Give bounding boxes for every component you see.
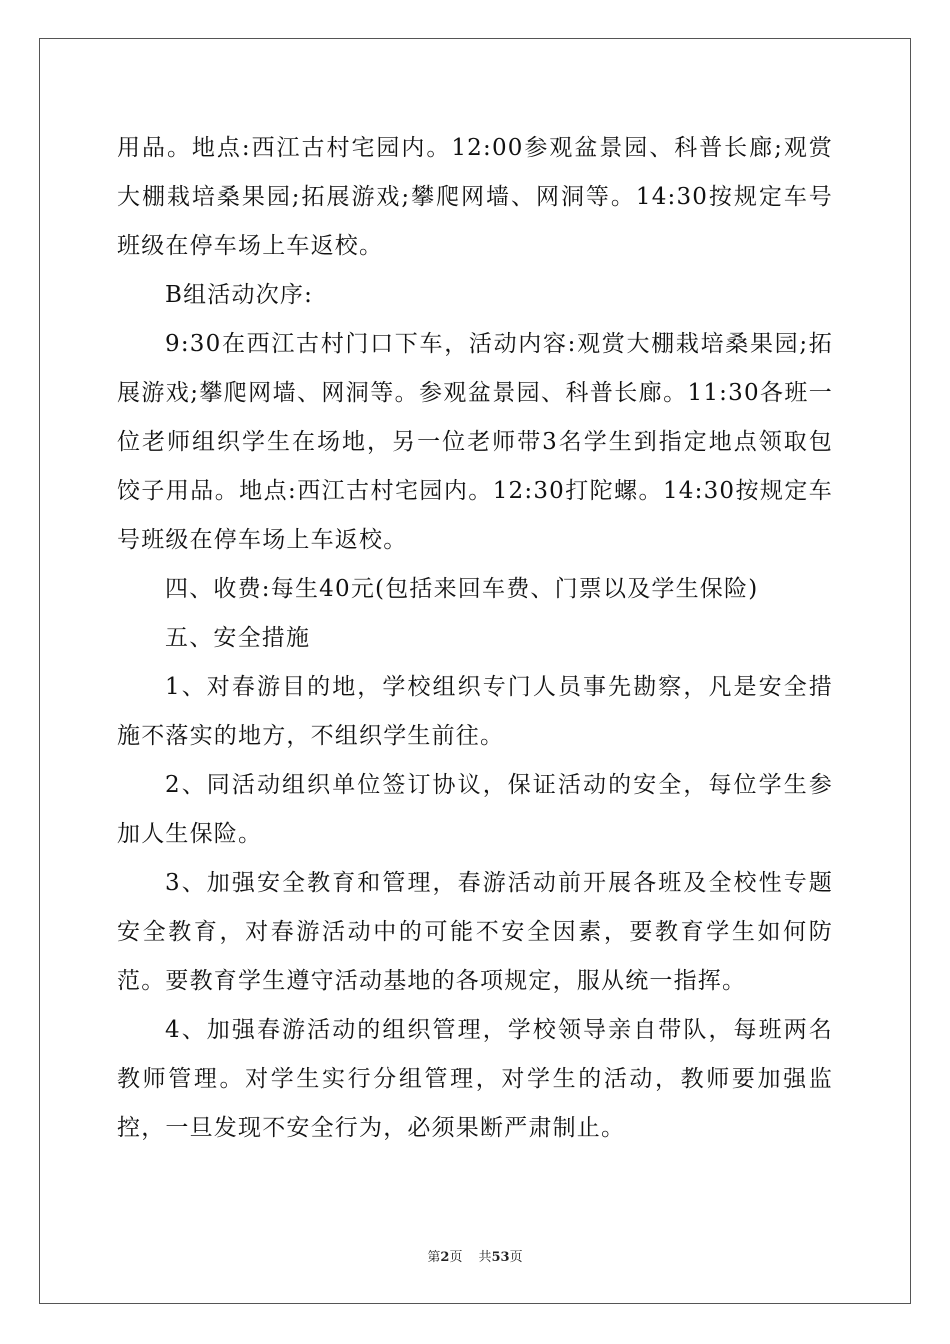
- paragraph: 1、对春游目的地，学校组织专门人员事先勘察，凡是安全措施不落实的地方，不组织学生前往。: [117, 674, 833, 749]
- page-footer: [0, 1246, 950, 1265]
- page-number: 2: [440, 1250, 450, 1265]
- paragraph: B组活动次序:: [165, 282, 314, 308]
- document-body: [117, 124, 833, 1153]
- paragraph: 四、收费:每生40元(包括来回车费、门票以及学生保险): [165, 576, 759, 602]
- paragraph: 用品。地点:西江古村宅园内。12:00参观盆景园、科普长廊;观赏大棚栽培桑果园;拓展游戏;攀爬网墙、网洞等。14:30按规定车号班级在停车场上车返校。: [117, 135, 833, 259]
- paragraph: 2、同活动组织单位签订协议，保证活动的安全，每位学生参加人生保险。: [117, 772, 833, 847]
- total-suffix: 页: [509, 1250, 523, 1265]
- section-heading: 五、安全措施: [165, 625, 311, 651]
- page-prefix: 第: [427, 1250, 441, 1265]
- total-pages: 53: [491, 1250, 510, 1265]
- paragraph: 3、加强安全教育和管理，春游活动前开展各班及全校性专题安全教育，对春游活动中的可能不安全因素，要教育学生如何防范。要教育学生遵守活动基地的各项规定，服从统一指挥。: [117, 870, 833, 994]
- page-suffix: 页: [449, 1250, 463, 1265]
- paragraph: 9:30在西江古村门口下车，活动内容:观赏大棚栽培桑果园;拓展游戏;攀爬网墙、网洞等。参观盆景园、科普长廊。11:30各班一位老师组织学生在场地，另一位老师带3名学生到指定地点领取包饺子用品。地点:西江古村宅园内。12:30打陀螺。14:30按规定车号班级在停车场上车返校。: [117, 331, 833, 553]
- paragraph: 4、加强春游活动的组织管理，学校领导亲自带队，每班两名教师管理。对学生实行分组管理，对学生的活动，教师要加强监控，一旦发现不安全行为，必须果断严肃制止。: [117, 1017, 833, 1141]
- total-prefix: 共: [478, 1250, 492, 1265]
